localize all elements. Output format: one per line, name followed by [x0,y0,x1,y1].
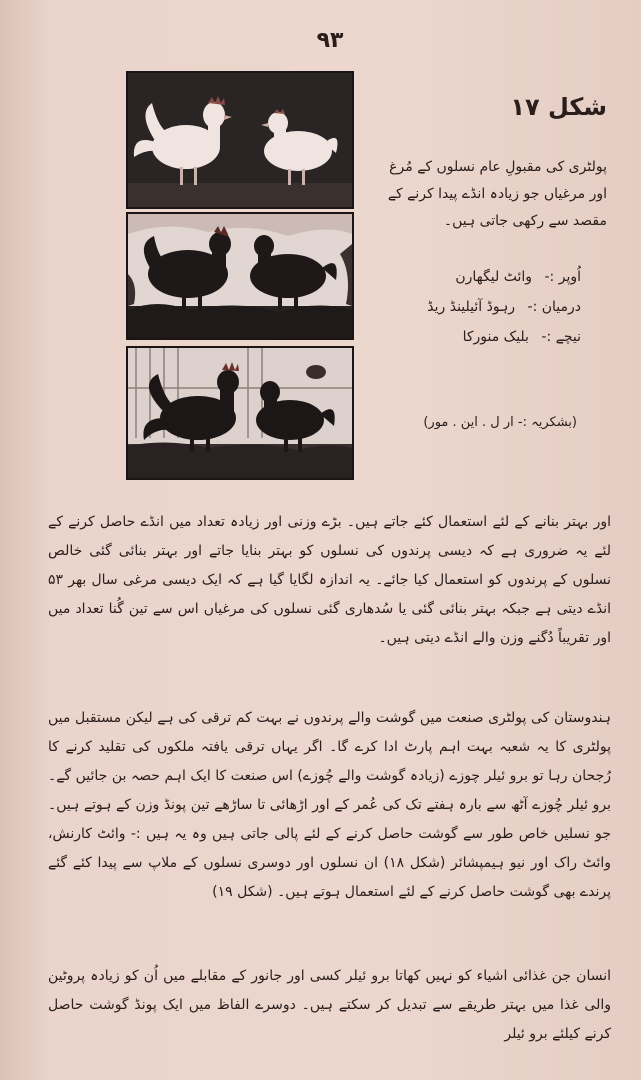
breed-name: بلیک منورکا [462,329,529,345]
breed-row-middle [427,292,581,322]
breed-name: وائٹ لیگھارن [455,269,533,285]
page-number: ۹۳ [316,28,344,53]
body-paragraph: انسان جن غذائی اشیاء کو نہیں کھاتا برو ئیلر کسی اور جانور کے مقابلے میں اُن کو زیادہ پروٹین والی غذا میں بہتر طریقے سے تبدیل کر سکتے ہیں۔ دوسرے الفاظ میں ایک پونڈ گوشت حاصل کرنے کیلئے برو ئیلر [48,968,611,1042]
breed-row-top [427,262,581,292]
breed-position: درمیان :- [527,299,581,315]
breed-position: اُوپر :- [544,269,581,285]
figure-courtesy: (بشکریہ :- ار ل . این . مور) [423,415,577,430]
photo-rhode-island-red [126,212,354,340]
breed-name: رہوڈ آئیلینڈ ریڈ [427,299,516,315]
photo-white-leghorn [126,71,354,209]
body-paragraph: اور بہتر بنانے کے لئے استعمال کئے جاتے ہیں۔ بڑے وزنی اور زیادہ تعداد میں انڈے حاصل کرنے کے لئے یہ ضروری ہے کہ دیسی پرندوں کی نسلوں کو بہتر بنایا جاتے اور بہتر بنائی گئی خالص نسلوں کے پرندوں کو استعمال کیا جائے۔ یہ اندازہ لگایا گیا ہے کہ ایک دیسی مرغی سال بھر ۵۳ انڈے دیتی ہے جبکہ بہتر بنائی گئی یا سُدھاری گئی نسلوں کی مرغیاں اس سے تین گُنا تعداد میں اور تقریباً دُگنے وزن والے انڈے دیتی ہیں۔ [48,514,611,646]
breed-row-bottom [427,322,581,352]
breed-list [427,262,581,352]
breed-position: نیچے :- [541,329,581,345]
figure-title: شکل ۱۷ [510,93,607,121]
figure-caption: پولٹری کی مقبولِ عام نسلوں کے مُرغ اور مرغیاں جو زیادہ انڈے پیدا کرنے کے مقصد سے رکھی جاتی ہیں۔ [387,159,607,229]
body-paragraph: ہندوستان کی پولٹری صنعت میں گوشت والے پرندوں نے بہت کم ترقی کی ہے لیکن مستقبل میں پولٹری کا یہ شعبہ بہت اہم پارٹ ادا کرے گا۔ اگر یہاں ترقی یافتہ ملکوں کی تقلید کرنے کا رُجحان رہا تو برو ئیلر چوزے (زیادہ گوشت والے چُوزے) اس صنعت کا ایک اہم حصہ بن جائیں گے۔ برو ئیلر چُوزے آٹھ سے بارہ ہفتے تک کی عُمر کے اور اڑھائی تا ساڑھے تین پونڈ وزن کے ہوتے ہیں۔ جو نسلیں خاص طور سے گوشت حاصل کرنے کے لئے پالی جاتی ہیں وہ یہ ہیں :- وائٹ کارنش، وائٹ راک اور نیو ہیمپشائر (شکل ۱۸) ان نسلوں اور دوسری نسلوں کے ملاپ سے پیدا کئے گئے پرندے بھی گوشت حاصل کرنے کے لئے استعمال ہوتے ہیں۔ (شکل ۱۹) [48,710,611,900]
photo-black-minorca [126,346,354,480]
